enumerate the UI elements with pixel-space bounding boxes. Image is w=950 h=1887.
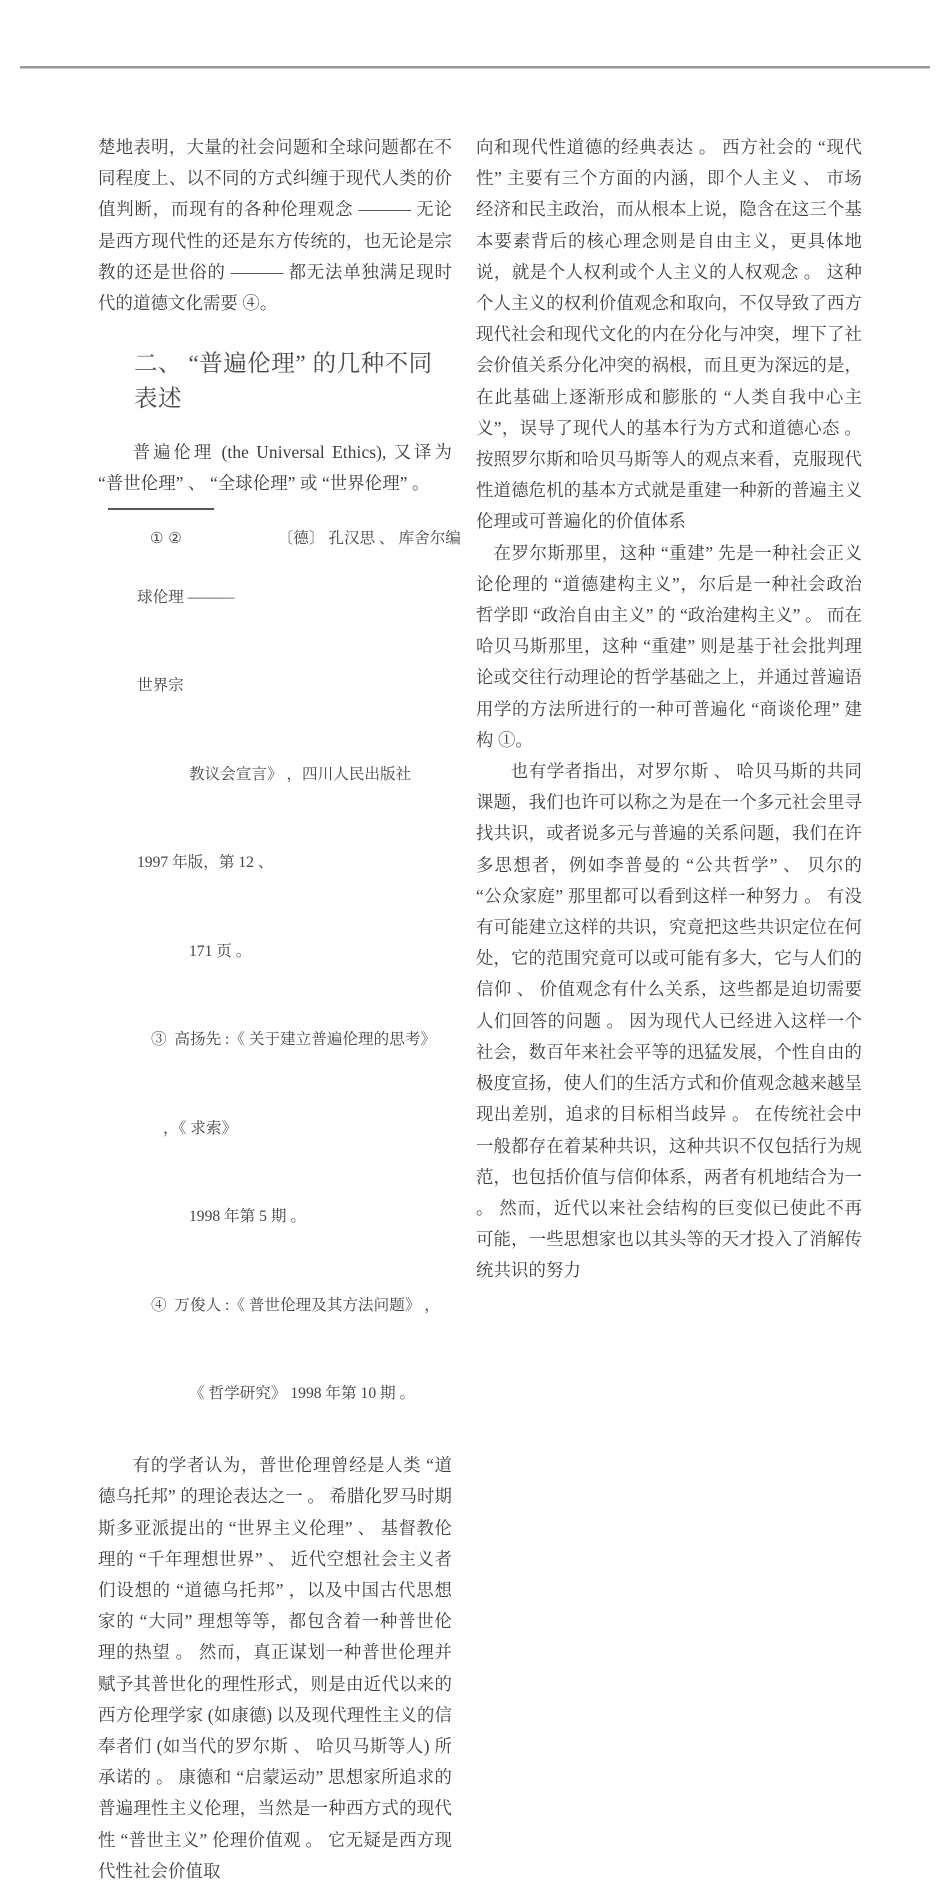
header-rule	[20, 66, 930, 69]
footnote-line	[98, 553, 452, 642]
footnote-line	[98, 819, 452, 908]
footnote-text-global-ethic: 球伦理 ———	[136, 588, 235, 606]
footnote-text-declaration: 教议会宣言》 ，四川人民出版社	[188, 765, 412, 783]
footnote-text-3-issue: 1998 年第 5 期 。	[188, 1208, 306, 1226]
footnote-text-world-religion: 世界宗	[136, 677, 184, 695]
footnote-text-page-171: 171 页 。	[188, 942, 252, 960]
footnote-line	[98, 1084, 452, 1173]
footnote-separator	[108, 508, 214, 510]
paragraph-continued: 楚地表明，大量的社会问题和全球问题都在不同程度上、以不同的方式纠缠于现代人类的价值判断，而现有的各种伦理观念 ——— 无论是西方现代性的还是东方传统的，也无论是宗教的还是世俗的 ——— 都无法单独满足现时代的道德文化需要 ④。	[98, 137, 452, 314]
paragraph-modernity: 向和现代性道德的经典表达 。 西方社会的 “现代性” 主要有三个方面的内涵，即个人主义 、 市场经济和民主政治，而从根本上说，隐含在这三个基本要素背后的核心理念则是自由主义，更具体地说，就是个人权利或个人主义的人权观念 。 这种个人主义的权利价值观念和取向，不仅导致了西方现代社会和现代文化的内在分化与冲突，埋下了社会价值关系分化冲突的祸根，而且更为深远的是，在此基础上逐渐形成和膨胀的 “人类自我中心主义”，误导了现代人的基本行为方式和道德心态 。 按照罗尔斯和哈贝马斯等人的观点来看，克服现代性道德危机的基本方式就是重建一种新的普遍主义伦理或可普遍化的价值体系	[476, 137, 862, 532]
footnote-line	[98, 1350, 452, 1439]
footnote-text-4: ④ 万俊人 :《 普世伦理及其方法问题》 ，	[150, 1296, 440, 1314]
section-heading: 二、 “普遍伦理” 的几种不同表述	[134, 351, 433, 413]
footnote-block	[98, 524, 461, 1439]
paragraph-definition: 普遍伦理 (the Universal Ethics), 又译为 “普世伦理” 、 “全球伦理” 或 “世界伦理” 。	[98, 442, 452, 494]
footnote-line	[98, 524, 461, 554]
footnote-line	[98, 1173, 452, 1262]
footnote-text-editor: 〔德〕 孔汉思 、 库舍尔编	[277, 529, 461, 547]
footnote-text-4-issue: 《 哲学研究》 1998 年第 10 期 。	[188, 1385, 416, 1403]
footnote-line	[98, 642, 452, 731]
two-column-layout	[0, 132, 950, 1887]
footnote-text-year-page: 1997 年版，第 12 、	[136, 854, 274, 872]
left-column	[0, 132, 470, 1887]
paragraph-consensus: 也有学者指出，对罗尔斯 、 哈贝马斯的共同课题，我们也许可以称之为是在一个多元社会里寻找共识，或者说多元与普遍的关系问题，我们在许多思想者，例如李普曼的 “公共哲学” 、 贝尔的 “公众家庭” 那里都可以看到这样一种努力 。 有没有可能建立这样的共识，究竟把这些共识定位在何处，它的范围究竟可以或可能有多大，它与人们的信仰 、 价值观念有什么关系，这些都是迫切需要人们回答的问题 。 因为现代人已经进入这样一个社会，数百年来社会平等的迅猛发展，个性自由的极度宣扬，使人们的生活方式和价值观念越来越呈现出差别，追求的目标相当歧异 。 在传统社会中一般都存在着某种共识，这种共识不仅包括行为规范，也包括价值与信仰体系，两者有机地结合为一 。 然而，近代以来社会结构的巨变似已使此不再可能，一些思想家也以其头等的天才投入了消解传统共识的努力	[476, 761, 862, 1281]
paragraph-rawls: 在罗尔斯那里，这种 “重建” 先是一种社会正义论伦理的 “道德建构主义”，尔后是一种社会政治哲学即 “政治自由主义” 的 “政治建构主义” 。 而在哈贝马斯那里，这种 “重建” 则是基于社会批判理论或交往行动理论的哲学基础之上，并通过普遍语用学的方法所进行的一种可普遍化 “商谈伦理” 建构 ①。	[476, 542, 862, 750]
paragraph-scholars: 有的学者认为，普世伦理曾经是人类 “道德乌托邦” 的理论表达之一 。 希腊化罗马时期斯多亚派提出的 “世界主义伦理” 、 基督教伦理的 “千年理想世界” 、 近代空想社会主义者们设想的 “道德乌托邦” ，以及中国古代思想家的 “大同” 理想等等，都包含着一种普世伦理的热望 。 然而，真正谋划一种普世伦理并赋予其普世化的理性形式，则是由近代以来的西方伦理学家 (如康德) 以及现代理性主义的信奉者们 (如当代的罗尔斯 、 哈贝马斯等人) 所承诺的 。 康德和 “启蒙运动” 思想家所追求的普遍理性主义伦理，当然是一种西方式的现代性 “普世主义” 伦理价值观 。 它无疑是西方现代性社会价值取	[98, 1455, 452, 1881]
footnote-line	[98, 907, 452, 996]
footnote-line	[98, 730, 452, 819]
footnote-line	[98, 996, 452, 1085]
footnote-text-3-cont: ，《 求索》	[162, 1119, 238, 1137]
right-column	[470, 132, 950, 1287]
footnote-line	[98, 1261, 452, 1350]
footnote-marker-1-2: ① ②	[150, 528, 182, 547]
footnote-text-3: ③ 高扬先 :《 关于建立普遍伦理的思考》	[150, 1031, 437, 1049]
